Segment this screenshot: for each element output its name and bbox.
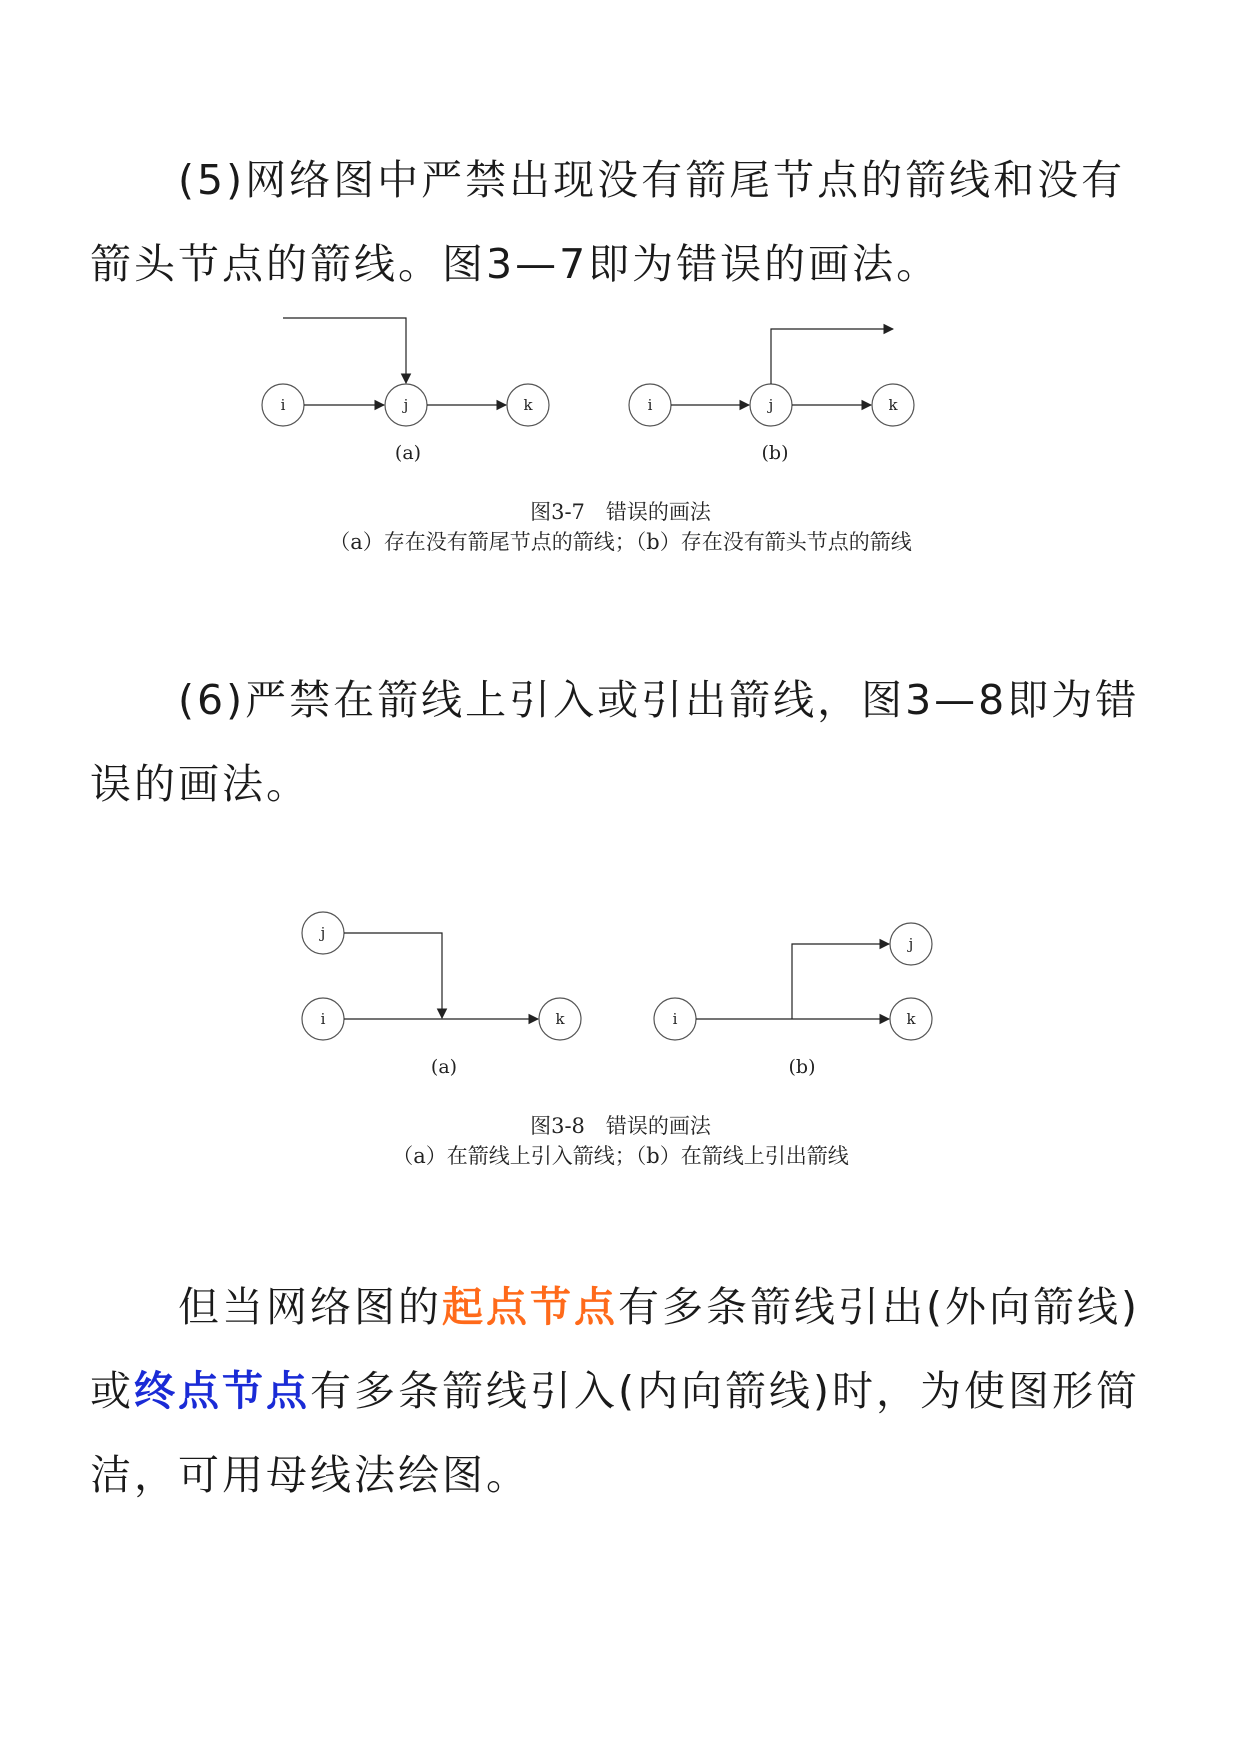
fig37b-sublabel: (b) — [761, 442, 789, 464]
arrow-into-line — [344, 933, 442, 1018]
fig38-a — [302, 912, 581, 1040]
fig38a-node-k-label: k — [555, 1010, 565, 1028]
figure-3-7 — [0, 300, 1241, 470]
fig37a-node-k-label: k — [523, 396, 533, 414]
fig38-b — [654, 923, 932, 1040]
fig37b-node-i-label: i — [647, 396, 653, 414]
highlight-start-node: 起点节点 — [442, 1283, 618, 1331]
paragraph-rule-5 — [90, 138, 1170, 306]
paragraph-rule-6 — [90, 658, 1170, 826]
arrow-out-of-line — [792, 944, 889, 1019]
highlight-end-node: 终点节点 — [134, 1367, 310, 1415]
para1-line2: 箭头节点的箭线。图3—7即为错误的画法。 — [90, 240, 941, 288]
paragraph-bus-line-method — [90, 1265, 1190, 1517]
arrow-headless — [771, 329, 893, 384]
para2-line1: (6)严禁在箭线上引入或引出箭线，图3—8即为错 — [178, 676, 1140, 724]
para3-line3: 洁，可用母线法绘图。 — [90, 1451, 530, 1499]
fig38a-node-j-label: j — [320, 924, 326, 942]
fig38b-node-j-label: j — [908, 935, 914, 953]
fig38-caption-title: 图3-8 错误的画法 — [530, 1114, 711, 1138]
para3-l1-a: 但当网络图的 — [178, 1283, 442, 1331]
fig37a-sublabel: (a) — [394, 442, 422, 464]
fig38b-node-i-label: i — [672, 1010, 678, 1028]
para3-l2-a: 或 — [90, 1367, 134, 1415]
fig38a-sublabel: (a) — [430, 1056, 458, 1078]
para1-line1: (5)网络图中严禁出现没有箭尾节点的箭线和没有 — [178, 156, 1126, 204]
fig37-caption-title: 图3-7 错误的画法 — [530, 500, 711, 524]
fig37b-node-k-label: k — [888, 396, 898, 414]
fig38-caption-sub: （a）在箭线上引入箭线；（b）在箭线上引出箭线 — [392, 1144, 849, 1168]
fig38b-node-k-label: k — [906, 1010, 916, 1028]
fig37a-node-i-label: i — [280, 396, 286, 414]
para3-l2-b: 有多条箭线引入(内向箭线)时，为使图形简 — [310, 1367, 1140, 1415]
arrow-tailless — [283, 318, 406, 383]
fig37a-node-j-label: j — [403, 396, 409, 414]
para3-l1-b: 有多条箭线引出(外向箭线) — [618, 1283, 1140, 1331]
fig37b-node-j-label: j — [768, 396, 774, 414]
para2-line2: 误的画法。 — [90, 760, 310, 808]
fig38a-node-i-label: i — [320, 1010, 326, 1028]
figure-3-8 — [0, 900, 1241, 1090]
fig37-caption-sub: （a）存在没有箭尾节点的箭线；（b）存在没有箭头节点的箭线 — [329, 530, 912, 554]
fig38b-sublabel: (b) — [788, 1056, 816, 1078]
